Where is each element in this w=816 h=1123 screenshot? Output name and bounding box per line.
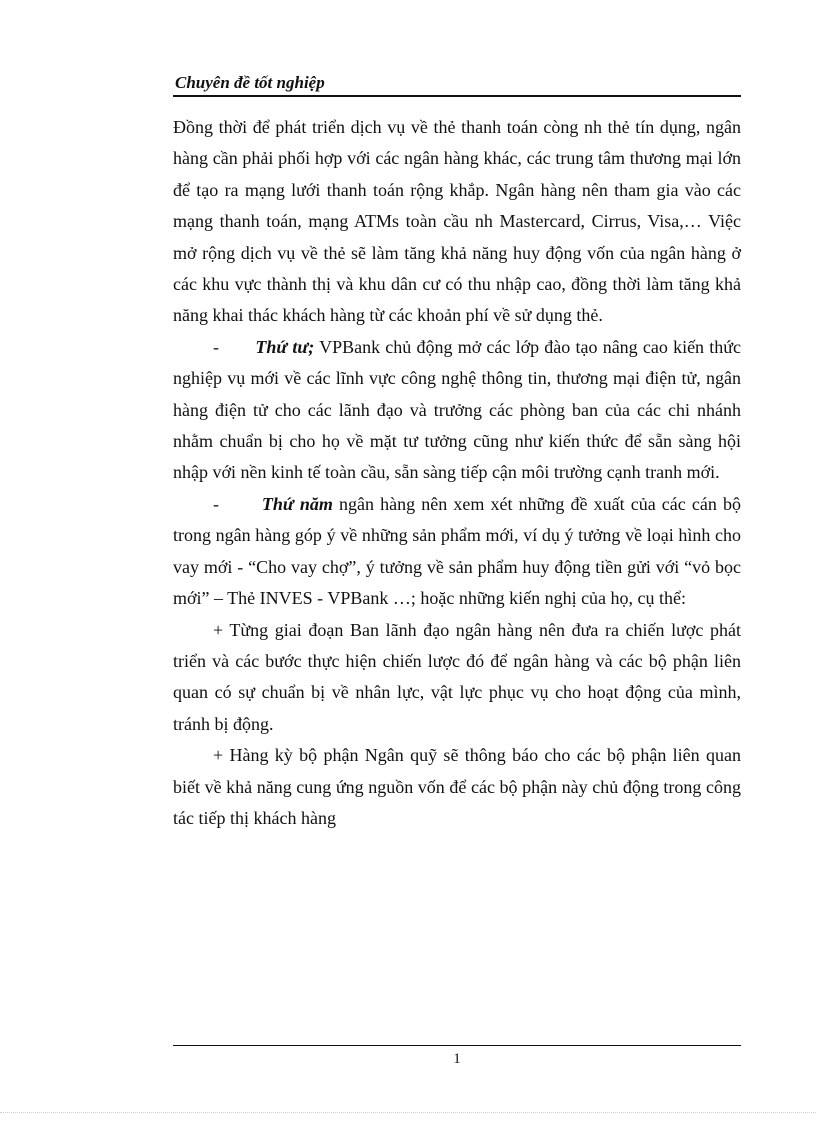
paragraph-text: VPBank chủ động mở các lớp đào tạo nâng cao kiến thức nghiệp vụ mới về các lĩnh vực công nghệ thông tin, thương mại điện tử, ngân hàng điện tử cho các lãnh đạo và trưởng các phòng ban của các chi nhánh nhằm chuẩn bị cho họ về mặt tư tưởng cũng như kiến thức để sẵn sàng hội nhập với nền kinh tế toàn cầu, sẵn sàng tiếp cận môi trường cạnh tranh mới. xyxy=(173,336,742,483)
paragraph-fifth xyxy=(173,489,741,615)
paragraph-lead-fourth: Thứ tư; xyxy=(255,336,315,357)
paragraph-card-development xyxy=(173,112,741,332)
paragraph-text: + Hàng kỳ bộ phận Ngân quỹ sẽ thông báo cho các bộ phận liên quan biết về khả năng cung ứng nguồn vốn để các bộ phận này chủ động trong công tác tiếp thị khách hàng xyxy=(173,745,741,828)
bullet-marker: - xyxy=(213,493,219,514)
footer-rule xyxy=(173,1045,741,1046)
document-header-title: Chuyên đề tốt nghiệp xyxy=(175,73,325,92)
page-edge-divider xyxy=(0,1112,816,1113)
bullet-marker: - xyxy=(213,336,219,357)
paragraph-text: ngân hàng nên xem xét những đề xuất của các cán bộ trong ngân hàng góp ý về những sản phẩm mới, ví dụ ý tưởng về loại hình cho vay mới - “Cho vay chợ”, ý tưởng về sản phẩm huy động tiền gửi với “vỏ bọc mới” – Thẻ INVES - VPBank …; hoặc những kiến nghị của họ, cụ thể: xyxy=(173,493,742,609)
paragraph-text: Đồng thời để phát triển dịch vụ về thẻ thanh toán còng nh thẻ tín dụng, ngân hàng cần phải phối hợp với các ngân hàng khác, các trung tâm thương mại lớn để tạo ra mạng lưới thanh toán rộng khắp. Ngân hàng nên tham gia vào các mạng thanh toán, mạng ATMs toàn cầu nh Mastercard, Cirrus, Visa,… Việc mở rộng dịch vụ về thẻ sẽ làm tăng khả năng huy động vốn của ngân hàng ở các khu vực thành thị và khu dân cư có thu nhập cao, đồng thời làm tăng khả năng khai thác khách hàng từ các khoản phí về sử dụng thẻ. xyxy=(173,117,741,326)
paragraph-fourth xyxy=(173,332,741,489)
header-rule xyxy=(173,95,741,97)
paragraph-treasury-notice xyxy=(173,740,741,834)
page-number: 1 xyxy=(453,1051,461,1067)
paragraph-lead-fifth: Thứ năm xyxy=(261,493,333,514)
paragraph-strategy-stages xyxy=(173,615,741,741)
document-body xyxy=(173,112,741,834)
paragraph-text: + Từng giai đoạn Ban lãnh đạo ngân hàng nên đưa ra chiến lược phát triển và các bước thực hiện chiến lược đó để ngân hàng và các bộ phận liên quan có sự chuẩn bị về nhân lực, vật lực phục vụ cho hoạt động của mình, tránh bị động. xyxy=(173,619,741,734)
